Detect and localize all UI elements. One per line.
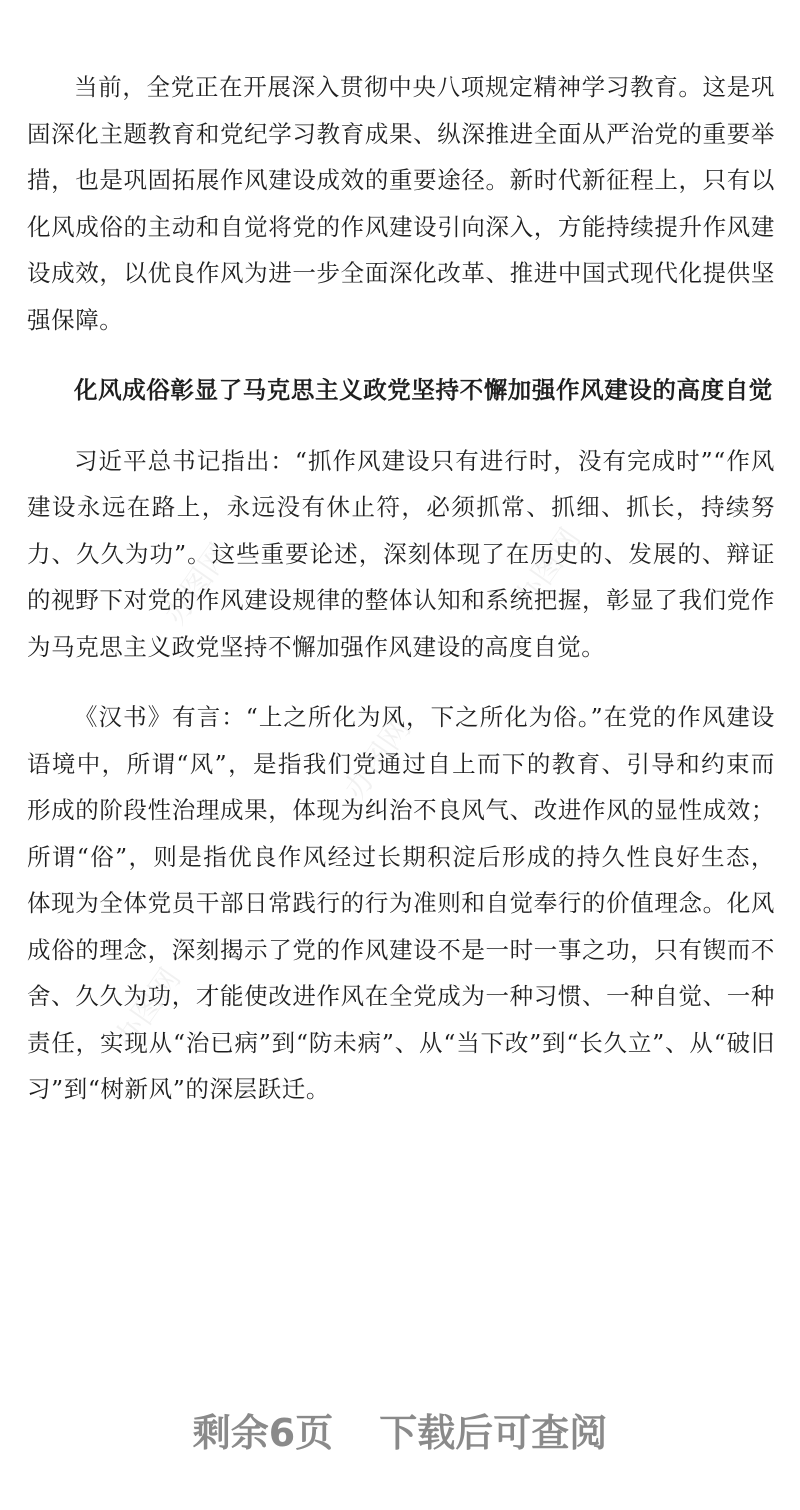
paragraph-hanshu: 《汉书》有言：“上之所化为风，下之所化为俗。”在党的作风建设语境中，所谓“风”，是指我们党通过自上而下的教育、引导和约束而形成的阶段性治理成果，体现为纠治不良风气、改进作风的显性成效；所谓“俗”，则是指优良作风经过长期积淀后形成的持久性良好生态，体现为全体党员干部日常践行的行为准则和自觉奉行的价值理念。化风成俗的理念，深刻揭示了党的作风建设不是一时一事之功，只有锲而不舍、久久为功，才能使改进作风在全党成为一种习惯、一种自觉、一种责任，实现从“治已病”到“防未病”、从“当下改”到“长久立”、从“破旧习”到“树新风”的深层跃迁。 <box>27 703 775 1103</box>
paragraph-intro: 当前，全党正在开展深入贯彻中央八项规定精神学习教育。这是巩固深化主题教育和党纪学习教育成果、纵深推进全面从严治党的重要举措，也是巩固拓展作风建设成效的重要途径。新时代新征程上，只有以化风成俗的主动和自觉将党的作风建设引向深入，方能持续提升作风建设成效，以优良作风为进一步全面深化改革、推进中国式现代化提供坚强保障。 <box>27 73 775 334</box>
watermark: 办图网 <box>107 962 189 1056</box>
paragraph-quote-xi: 习近平总书记指出：“抓作风建设只有进行时，没有完成时”“作风建设永远在路上，永远没有休止符，必须抓常、抓细、抓长，持续努力、久久为功”。这些重要论述，深刻体现了在历史的、发展的、辩证的视野下对党的作风建设规律的整体认知和系统把握，彰显了我们党作为马克思主义政党坚持不懈加强作风建设的高度自觉。 <box>27 446 775 661</box>
download-prompt[interactable] <box>0 1408 800 1458</box>
section-heading: 化风成俗彰显了马克思主义政党坚持不懈加强作风建设的高度自觉 <box>74 376 773 404</box>
remaining-pages-label: 剩余6页 <box>192 1411 334 1455</box>
download-hint-label: 下载后可查阅 <box>379 1411 608 1455</box>
watermark: 办图网 <box>157 537 239 631</box>
watermark: 办图网 <box>507 522 589 616</box>
article-body <box>27 64 775 1113</box>
watermark: 办图网 <box>337 712 419 806</box>
